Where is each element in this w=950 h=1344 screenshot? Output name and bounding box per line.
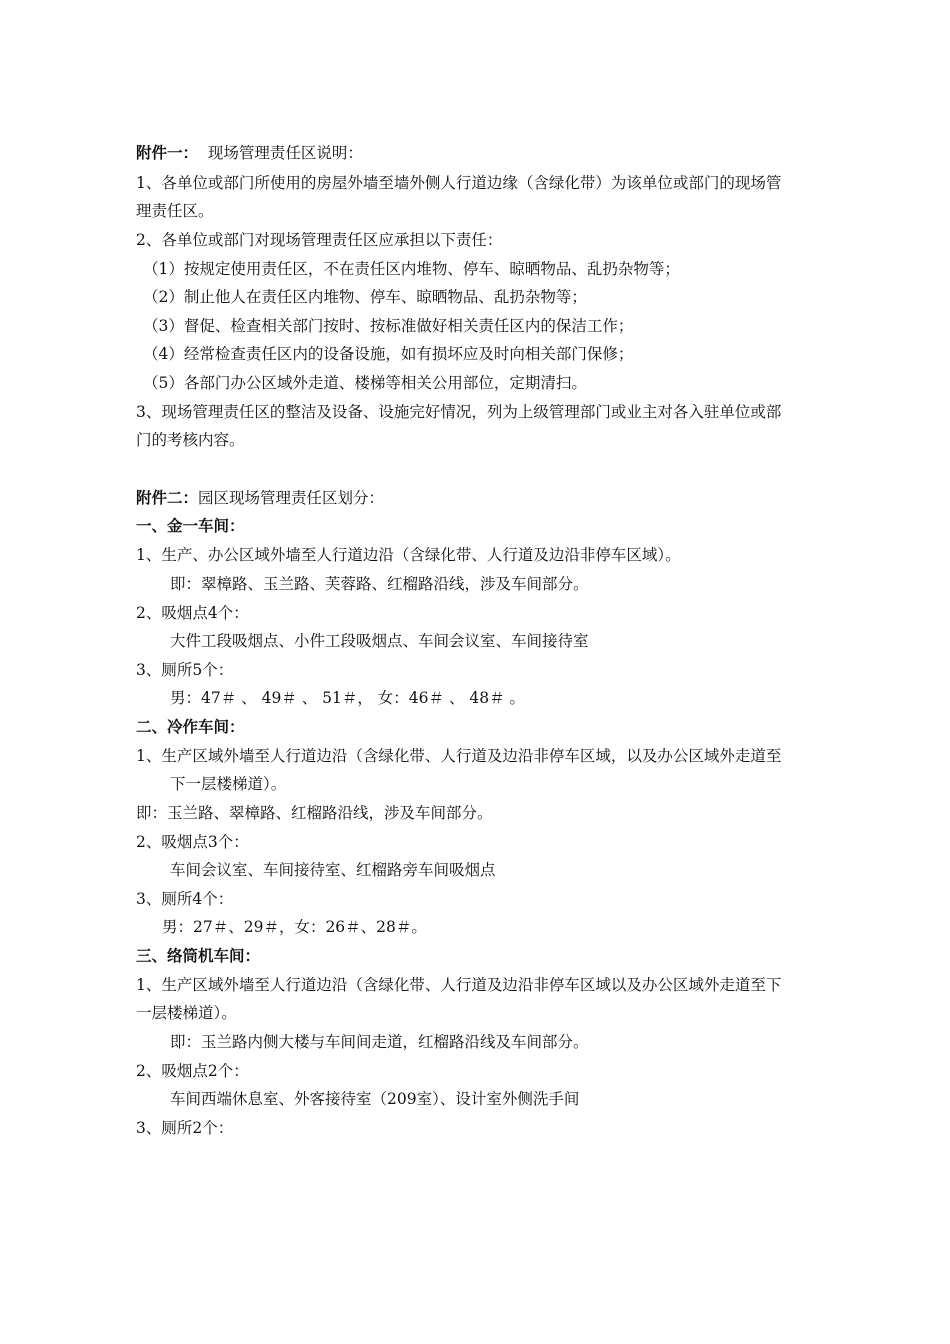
section1-line3: 3、厕所5个： bbox=[136, 661, 234, 679]
attachment1-p3-line1: 3、现场管理责任区的整洁及设备、设施完好情况，列为上级管理部门或业主对各入驻单位或部 bbox=[136, 403, 782, 421]
attachment1-item-5: （5）各部门办公区域外走道、楼梯等相关公用部位，定期清扫。 bbox=[143, 374, 587, 392]
section2-line2-sub: 车间会议室、车间接待室、红榴路旁车间吸烟点 bbox=[170, 861, 496, 879]
section1-line2-sub: 大件工段吸烟点、小件工段吸烟点、车间会议室、车间接待室 bbox=[170, 632, 589, 650]
section3-line1-sub: 即：玉兰路内侧大楼与车间间走道，红榴路沿线及车间部分。 bbox=[170, 1033, 589, 1051]
section2-line1-part2: 下一层楼梯道）。 bbox=[170, 775, 287, 793]
section3-line2: 2、吸烟点2个： bbox=[136, 1062, 249, 1080]
section2-line1-part1: 1、生产区域外墙至人行道边沿（含绿化带、人行道及边沿非停车区域，以及办公区域外走道至 bbox=[136, 747, 782, 765]
attachment1-p3-line2: 门的考核内容。 bbox=[136, 431, 245, 449]
section2-line3-sub: 男：27＃、29＃，女：26＃、28＃。 bbox=[162, 918, 427, 936]
attachment1-label: 附件一： bbox=[136, 143, 199, 162]
attachment1-title bbox=[136, 143, 363, 163]
section3-heading: 三、络筒机车间： bbox=[136, 946, 261, 965]
section2-line2: 2、吸烟点3个： bbox=[136, 833, 249, 851]
attachment1-item-1: （1）按规定使用责任区，不在责任区内堆物、停车、晾晒物品、乱扔杂物等； bbox=[143, 260, 680, 278]
attachment2-title bbox=[136, 488, 384, 508]
section2-line3: 3、厕所4个： bbox=[136, 890, 234, 908]
section1-line3-sub: 男：47＃ 、 49＃ 、 51＃， 女：46＃ 、 48＃ 。 bbox=[170, 689, 526, 707]
attachment2-label: 附件二： bbox=[136, 488, 199, 507]
section3-line1-part2: 一层楼梯道）。 bbox=[136, 1004, 237, 1022]
section1-heading: 一、金一车间： bbox=[136, 516, 245, 535]
attachment1-item-4: （4）经常检查责任区内的设备设施，如有损坏应及时向相关部门保修； bbox=[143, 345, 634, 363]
section1-line1: 1、生产、办公区域外墙至人行道边沿（含绿化带、人行道及边沿非停车区域）。 bbox=[136, 546, 681, 564]
attachment1-p1-line2: 理责任区。 bbox=[136, 202, 214, 220]
section3-line3: 3、厕所2个： bbox=[136, 1119, 234, 1137]
section2-line1-sub: 即：玉兰路、翠樟路、红榴路沿线，涉及车间部分。 bbox=[136, 804, 493, 822]
attachment1-item-3: （3）督促、检查相关部门按时、按标准做好相关责任区内的保洁工作； bbox=[143, 317, 634, 335]
section1-line1-sub: 即：翠樟路、玉兰路、芙蓉路、红榴路沿线，涉及车间部分。 bbox=[170, 575, 589, 593]
section2-heading: 二、冷作车间： bbox=[136, 717, 245, 736]
section3-line2-sub: 车间西端休息室、外客接待室（209室）、设计室外侧洗手间 bbox=[170, 1090, 580, 1108]
section3-line1-part1: 1、生产区域外墙至人行道边沿（含绿化带、人行道及边沿非停车区域以及办公区域外走道至下 bbox=[136, 976, 782, 994]
attachment1-p1-line1: 1、各单位或部门所使用的房屋外墙至墙外侧人行道边缘（含绿化带）为该单位或部门的现场管 bbox=[136, 174, 782, 192]
attachment1-title-text: 现场管理责任区说明： bbox=[207, 144, 363, 162]
attachment2-title-text: 园区现场管理责任区划分： bbox=[198, 489, 385, 507]
attachment1-p2: 2、各单位或部门对现场管理责任区应承担以下责任： bbox=[136, 231, 503, 249]
attachment1-item-2: （2）制止他人在责任区内堆物、停车、晾晒物品、乱扔杂物等； bbox=[143, 288, 587, 306]
section1-line2: 2、吸烟点4个： bbox=[136, 604, 249, 622]
